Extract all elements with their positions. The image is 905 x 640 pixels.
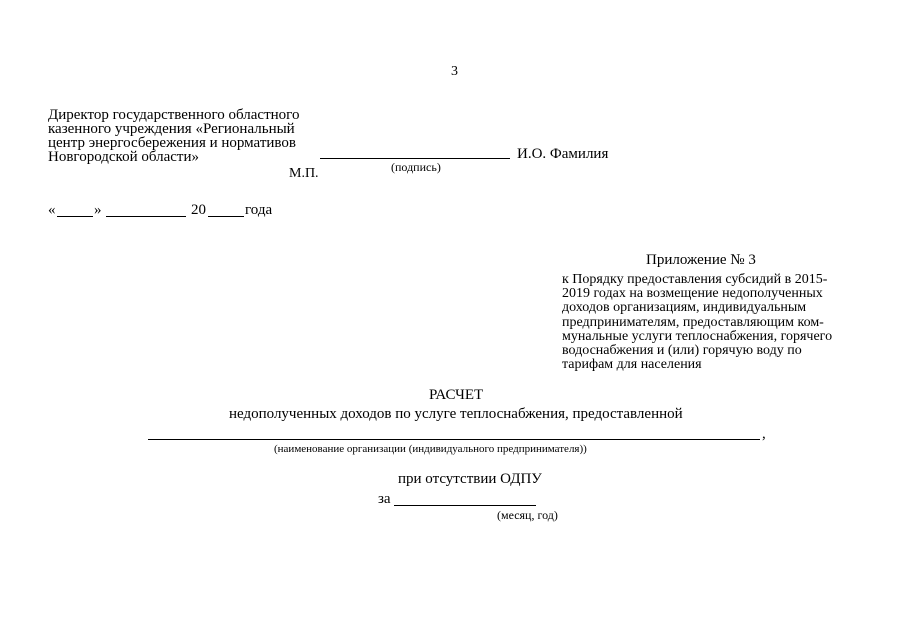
director-title-line: казенного учреждения «Региональный <box>48 121 295 137</box>
condition-text: при отсутствии ОДПУ <box>398 471 542 487</box>
annex-text-line: 2019 годах на возмещение недополученных <box>562 286 823 302</box>
annex-text-line: доходов организациям, индивидуальным <box>562 300 807 316</box>
page-number: 3 <box>451 64 458 79</box>
organization-line <box>148 439 760 440</box>
annex-title: Приложение № 3 <box>646 252 756 268</box>
organization-trailing-comma: , <box>762 426 766 442</box>
period-prefix: за <box>378 491 391 507</box>
director-title-line: Новгородской области» <box>48 149 199 165</box>
period-line <box>394 505 536 506</box>
date-month-line <box>106 216 186 217</box>
annex-text-line: тарифам для населения <box>562 357 702 373</box>
stamp-label: М.П. <box>289 166 319 181</box>
annex-text-line: водоснабжения и (или) горячую воду по <box>562 343 802 359</box>
date-year-suffix: года <box>245 202 273 218</box>
annex-text <box>562 273 832 372</box>
annex-text-line: мунальные услуги теплоснабжения, горячего <box>562 328 833 344</box>
annex-text-line: к Порядку предоставления субсидий в 2015- <box>562 272 828 287</box>
signature-line <box>320 158 510 159</box>
date-year-prefix: 20 <box>191 202 206 218</box>
period-caption: (месяц, год) <box>497 508 558 522</box>
date-close-quote: » <box>94 202 102 218</box>
date-open-quote: « <box>48 202 56 218</box>
calculation-subtitle: недополученных доходов по услуге теплоснабжения, предоставленной <box>229 406 683 422</box>
organization-caption: (наименование организации (индивидуального предпринимателя)) <box>274 443 587 455</box>
date-year-line <box>208 216 244 217</box>
director-title-line: центр энергосбережения и нормативов <box>48 135 296 151</box>
signature-caption: (подпись) <box>391 160 441 174</box>
calculation-title: РАСЧЕТ <box>429 387 484 403</box>
director-title-line: Директор государственного областного <box>48 107 300 123</box>
director-title <box>48 108 299 164</box>
date-day-line <box>57 216 93 217</box>
signatory-name: И.О. Фамилия <box>517 146 609 162</box>
annex-text-line: предпринимателям, предоставляющим ком- <box>562 314 824 330</box>
